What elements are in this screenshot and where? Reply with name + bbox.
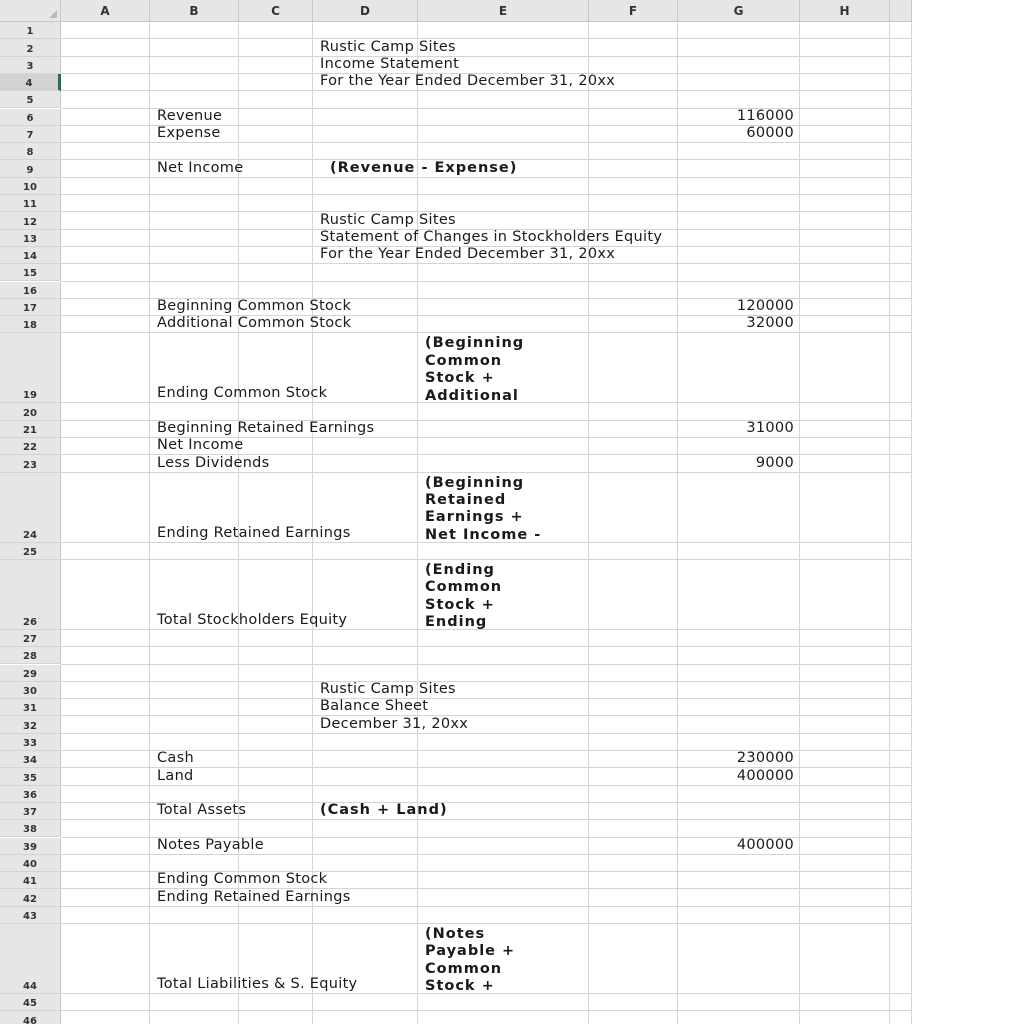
total-stockholders-equity-formula[interactable]: (Ending Common Stock + Ending	[425, 561, 503, 631]
row-gridline	[61, 472, 912, 473]
column-gridline	[588, 22, 589, 1024]
total-liabilities-equity-label[interactable]: Total Liabilities & S. Equity	[157, 976, 358, 992]
equity-statement-period[interactable]: For the Year Ended December 31, 20xx	[320, 246, 616, 263]
row-header-8[interactable]: 8	[0, 143, 61, 160]
total-assets-label[interactable]: Total Assets	[157, 802, 247, 819]
select-all-corner[interactable]	[0, 0, 61, 22]
row-header-28[interactable]: 28	[0, 647, 61, 664]
balance-ending-retained-earnings-label[interactable]: Ending Retained Earnings	[157, 888, 351, 905]
column-gridline	[677, 22, 678, 1024]
column-header-c[interactable]: C	[239, 0, 313, 22]
balance-sheet-date[interactable]: December 31, 20xx	[320, 715, 469, 732]
cash-label[interactable]: Cash	[157, 750, 194, 767]
row-header-35[interactable]: 35	[0, 768, 61, 785]
row-header-30[interactable]: 30	[0, 682, 61, 699]
row-header-44[interactable]: 44	[0, 924, 61, 994]
row-header-29[interactable]: 29	[0, 665, 61, 682]
balance-sheet-title[interactable]: Balance Sheet	[320, 698, 429, 715]
row-gridline	[61, 559, 912, 560]
equity-statement-company[interactable]: Rustic Camp Sites	[320, 211, 456, 228]
notes-payable-value[interactable]: 400000	[736, 836, 794, 853]
row-gridline	[61, 211, 912, 212]
land-label[interactable]: Land	[157, 767, 194, 784]
row-header-39[interactable]: 39	[0, 838, 61, 855]
column-header-a[interactable]: A	[61, 0, 150, 22]
row-gridline	[61, 681, 912, 682]
less-dividends-label[interactable]: Less Dividends	[157, 454, 270, 471]
row-header-22[interactable]: 22	[0, 438, 61, 455]
beginning-retained-earnings-value[interactable]: 31000	[746, 420, 794, 436]
ending-retained-earnings-label[interactable]: Ending Retained Earnings	[157, 524, 351, 541]
row-header-1[interactable]: 1	[0, 22, 61, 39]
column-gridline	[889, 22, 890, 1024]
row-header-36[interactable]: 36	[0, 786, 61, 803]
row-header-2[interactable]: 2	[0, 39, 61, 56]
cash-value[interactable]: 230000	[736, 750, 794, 767]
column-header-overflow[interactable]	[890, 0, 912, 22]
ending-retained-earnings-formula[interactable]: (Beginning Retained Earnings + Net Income -	[425, 474, 542, 543]
row-header-42[interactable]: 42	[0, 889, 61, 906]
row-gridline	[61, 698, 912, 699]
beginning-retained-earnings-label[interactable]: Beginning Retained Earnings	[157, 420, 375, 436]
row-header-37[interactable]: 37	[0, 803, 61, 820]
income-statement-company[interactable]: Rustic Camp Sites	[320, 38, 456, 55]
row-header-32[interactable]: 32	[0, 716, 61, 733]
row-gridline	[61, 923, 912, 924]
row-header-26[interactable]: 26	[0, 560, 61, 630]
row-header-16[interactable]: 16	[0, 282, 61, 299]
row-header-38[interactable]: 38	[0, 820, 61, 837]
row-header-23[interactable]: 23	[0, 455, 61, 472]
row-gridline	[61, 854, 912, 855]
net-income-formula[interactable]: (Revenue - Expense)	[330, 159, 518, 176]
row-header-11[interactable]: 11	[0, 195, 61, 212]
row-gridline	[61, 906, 912, 907]
row-gridline	[61, 194, 912, 195]
row-header-15[interactable]: 15	[0, 264, 61, 281]
net-income-label[interactable]: Net Income	[157, 159, 244, 176]
row-gridline	[61, 281, 912, 282]
total-stockholders-equity-label[interactable]: Total Stockholders Equity	[157, 611, 348, 628]
row-header-12[interactable]: 12	[0, 212, 61, 229]
row-header-46[interactable]: 46	[0, 1011, 61, 1024]
column-header-d[interactable]: D	[313, 0, 418, 22]
total-liabilities-equity-formula[interactable]: (Notes Payable + Common Stock +	[425, 926, 516, 995]
equity-statement-title[interactable]: Statement of Changes in Stockholders Equity	[320, 228, 663, 245]
equity-net-income-label[interactable]: Net Income	[157, 437, 244, 454]
row-header-4[interactable]: 4	[0, 74, 61, 91]
row-gridline	[61, 263, 912, 264]
balance-ending-common-stock-label[interactable]: Ending Common Stock	[157, 871, 328, 888]
row-header-3[interactable]: 3	[0, 57, 61, 74]
row-gridline	[61, 142, 912, 143]
expense-label[interactable]: Expense	[157, 125, 221, 142]
column-gridline	[799, 22, 800, 1024]
row-gridline	[61, 733, 912, 734]
total-assets-formula[interactable]: (Cash + Land)	[320, 802, 448, 819]
select-all-triangle-icon	[49, 10, 57, 18]
row-header-19[interactable]: 19	[0, 333, 61, 403]
additional-common-stock-value[interactable]: 32000	[746, 315, 794, 332]
row-gridline	[61, 646, 912, 647]
row-gridline	[61, 90, 912, 91]
beginning-common-stock-label[interactable]: Beginning Common Stock	[157, 298, 352, 315]
row-header-9[interactable]: 9	[0, 160, 61, 177]
row-header-31[interactable]: 31	[0, 699, 61, 716]
row-header-5[interactable]: 5	[0, 91, 61, 108]
row-header-13[interactable]: 13	[0, 230, 61, 247]
row-header-43[interactable]: 43	[0, 907, 61, 924]
row-header-25[interactable]: 25	[0, 543, 61, 560]
ending-common-stock-label[interactable]: Ending Common Stock	[157, 385, 328, 402]
row-gridline	[61, 715, 912, 716]
ending-common-stock-formula[interactable]: (Beginning Common Stock + Additional	[425, 335, 525, 404]
column-gridline	[149, 22, 150, 1024]
row-header-10[interactable]: 10	[0, 178, 61, 195]
row-gridline	[61, 1010, 912, 1011]
row-gridline	[61, 819, 912, 820]
row-header-45[interactable]: 45	[0, 994, 61, 1011]
row-header-18[interactable]: 18	[0, 316, 61, 333]
row-header-17[interactable]: 17	[0, 299, 61, 316]
column-header-b[interactable]: B	[150, 0, 239, 22]
row-header-27[interactable]: 27	[0, 630, 61, 647]
row-header-7[interactable]: 7	[0, 126, 61, 143]
income-statement-title[interactable]: Income Statement	[320, 55, 460, 72]
column-header-e[interactable]: E	[418, 0, 589, 22]
row-header-33[interactable]: 33	[0, 734, 61, 751]
row-gridline	[61, 785, 912, 786]
balance-sheet-company[interactable]: Rustic Camp Sites	[320, 681, 456, 698]
row-header-41[interactable]: 41	[0, 872, 61, 889]
additional-common-stock-label[interactable]: Additional Common Stock	[157, 315, 352, 332]
income-statement-period[interactable]: For the Year Ended December 31, 20xx	[320, 73, 616, 90]
row-header-40[interactable]: 40	[0, 855, 61, 872]
row-header-21[interactable]: 21	[0, 421, 61, 438]
row-header-20[interactable]: 20	[0, 403, 61, 420]
row-header-34[interactable]: 34	[0, 751, 61, 768]
land-value[interactable]: 400000	[736, 767, 794, 784]
column-header-f[interactable]: F	[589, 0, 678, 22]
notes-payable-label[interactable]: Notes Payable	[157, 836, 264, 853]
row-gridline	[61, 332, 912, 333]
less-dividends-value[interactable]: 9000	[755, 454, 794, 471]
column-header-h[interactable]: H	[800, 0, 890, 22]
column-gridline	[911, 22, 912, 1024]
row-gridline	[61, 38, 912, 39]
revenue-label[interactable]: Revenue	[157, 107, 223, 124]
row-gridline	[61, 664, 912, 665]
row-header-14[interactable]: 14	[0, 247, 61, 264]
row-gridline	[61, 56, 912, 57]
beginning-common-stock-value[interactable]: 120000	[736, 298, 794, 315]
row-header-6[interactable]: 6	[0, 109, 61, 126]
revenue-value[interactable]: 116000	[736, 107, 794, 124]
column-header-g[interactable]: G	[678, 0, 800, 22]
row-header-24[interactable]: 24	[0, 473, 61, 543]
row-gridline	[61, 177, 912, 178]
expense-value[interactable]: 60000	[746, 125, 794, 142]
